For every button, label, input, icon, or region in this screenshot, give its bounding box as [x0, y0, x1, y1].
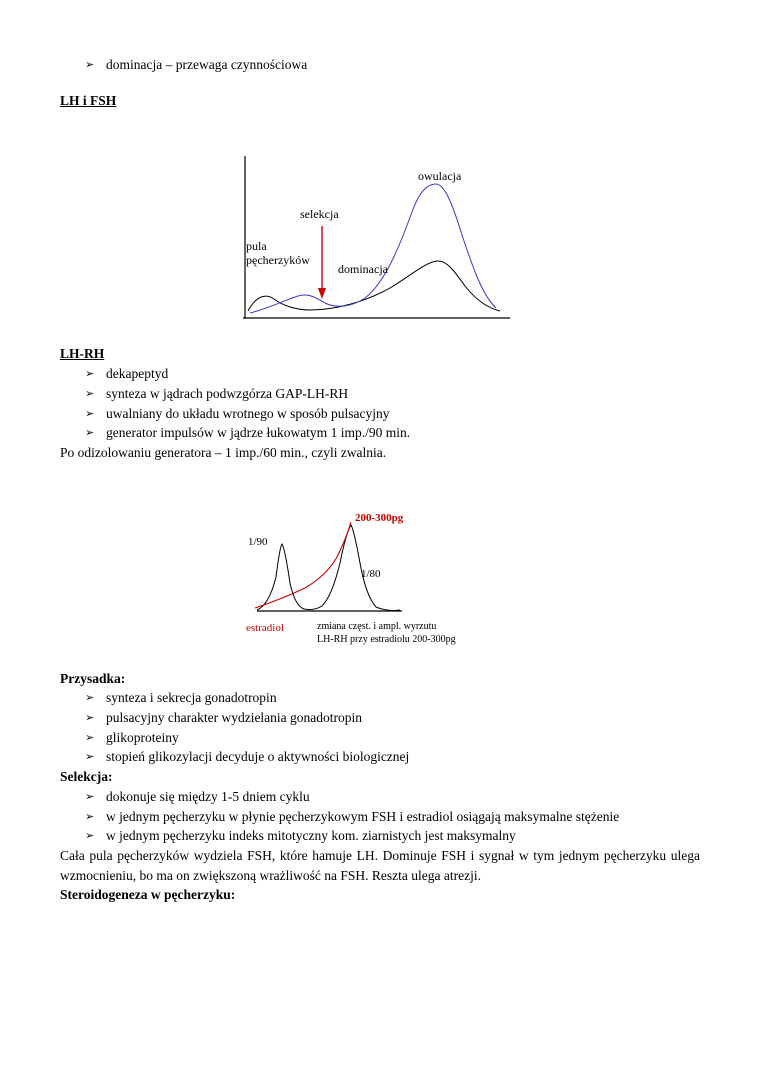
label-selekcja: selekcja	[300, 207, 339, 222]
paragraph-generator: Po odizolowaniu generatora – 1 imp./60 min., czyli zwalnia.	[60, 444, 387, 460]
bullet-text: w jednym pęcherzyku w płynie pęcherzykowym FSH i estradiol osiągają maksymalne stężenie	[106, 808, 620, 824]
label-dominacja: dominacja	[338, 262, 388, 277]
list-item	[85, 688, 700, 708]
list-item	[85, 826, 700, 846]
bullet-text: dominacja – przewaga czynnościowa	[106, 57, 308, 72]
bullet-text: dokonuje się między 1-5 dniem cyklu	[106, 788, 310, 804]
selection-arrow-head	[318, 288, 326, 299]
follicle-chart-svg	[238, 152, 520, 328]
label-freq-left: 1/90	[248, 535, 268, 548]
bullet-marker: ➢	[85, 790, 95, 803]
bullet-text: generator impulsów w jądrze łukowatym 1 imp./90 min.	[106, 425, 411, 441]
label-freq-right: 1/80	[361, 567, 381, 580]
list-item	[85, 364, 700, 384]
bullet-marker: ➢	[85, 427, 95, 440]
heading-lh-i-fsh: LH i FSH	[60, 92, 117, 108]
bullet-marker: ➢	[85, 751, 95, 764]
label-peak-value: 200-300pg	[355, 511, 404, 524]
bullet-text: pulsacyjny charakter wydzielania gonadotropin	[106, 710, 363, 726]
bullet-text: glikoproteiny	[106, 729, 179, 745]
bullet-text: synteza i sekrecja gonadotropin	[106, 690, 277, 706]
bullet-marker: ➢	[85, 830, 95, 843]
bullet-marker: ➢	[85, 387, 95, 400]
caption-line1: zmiana częst. i ampl. wyrzutu	[317, 620, 437, 632]
heading-przysadka: Przysadka:	[60, 670, 126, 686]
label-estradiol: estradiol	[246, 621, 284, 634]
list-item-dominacja	[85, 55, 700, 75]
list-item	[85, 807, 700, 827]
bullet-text: dekapeptyd	[106, 366, 169, 382]
lhrh-pulse-chart-svg	[242, 509, 474, 657]
list-item	[85, 404, 700, 424]
label-pula-line1: pula	[246, 239, 267, 254]
heading-lh-rh: LH-RH	[60, 346, 105, 362]
bullet-marker: ➢	[85, 731, 95, 744]
list-item	[85, 708, 700, 728]
label-owulacja: owulacja	[418, 169, 462, 184]
chart-axes	[243, 156, 510, 318]
list-item	[85, 423, 700, 443]
list-item	[85, 384, 700, 404]
bullet-text: w jednym pęcherzyku indeks mitotyczny kom. ziarnistych jest maksymalny	[106, 828, 516, 844]
bullet-marker: ➢	[85, 810, 95, 823]
chart-lhrh-pulses	[242, 509, 474, 657]
bullet-text: uwalniany do układu wrotnego w sposób pulsacyjny	[106, 405, 390, 421]
bullet-marker: ➢	[85, 368, 95, 381]
bullet-marker: ➢	[85, 692, 95, 705]
bullet-marker: ➢	[85, 407, 95, 420]
list-item	[85, 787, 700, 807]
bullet-text: stopień glikozylacji decyduje o aktywności biologicznej	[106, 749, 410, 765]
curve-blue-ovulation	[250, 184, 496, 313]
bullet-marker: ➢	[85, 59, 95, 71]
heading-steroidogeneza: Steroidogeneza w pęcherzyku:	[60, 887, 236, 903]
list-item	[85, 728, 700, 748]
list-item	[85, 747, 700, 767]
bullet-marker: ➢	[85, 712, 95, 725]
bullet-text: synteza w jądrach podwzgórza GAP-LH-RH	[106, 385, 349, 401]
paragraph-selekcja: Cała pula pęcherzyków wydziela FSH, które hamuje LH. Dominuje FSH i sygnał w tym jednym pęcherzyku ulega wzmocnieniu, bo ma on zwiększoną wrażliwość na FSH. Reszta ulega atrezji.	[60, 847, 700, 883]
label-pula-line2: pęcherzyków	[246, 253, 310, 268]
chart-follicle-cycle	[238, 152, 520, 328]
heading-selekcja: Selekcja:	[60, 769, 113, 785]
caption-line2: LH-RH przy estradiolu 200-300pg	[317, 633, 456, 645]
